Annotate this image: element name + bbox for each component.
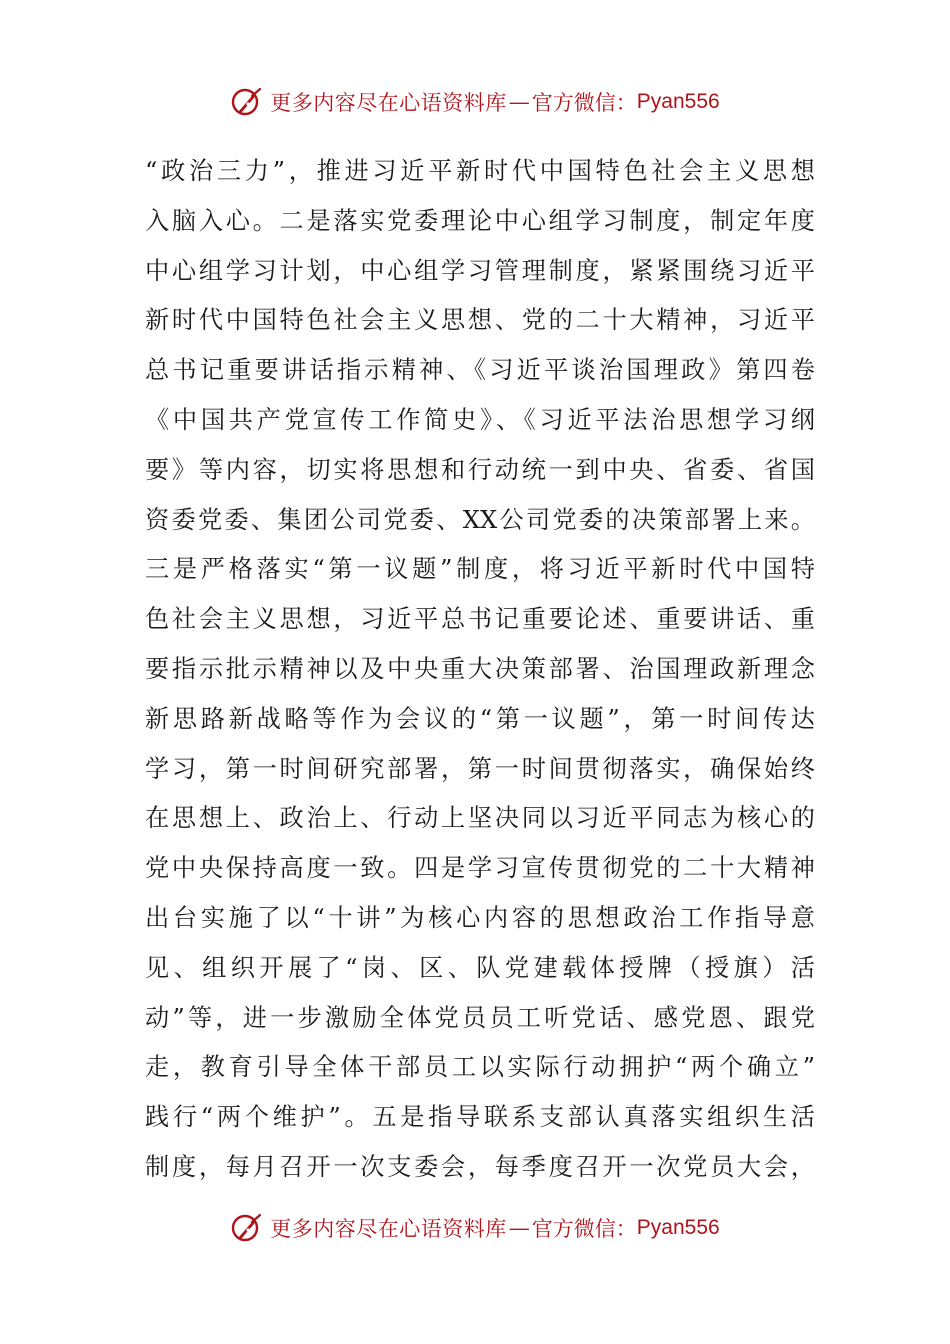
body-line: 中心组学习计划，中心组学习管理制度，紧紧围绕习近平 xyxy=(145,256,815,285)
pen-nib-logo-icon xyxy=(230,84,266,120)
banner-wechat-label: 官方微信： xyxy=(531,1217,637,1241)
body-line: 动”等，进一步激励全体党员员工听党话、感党恩、跟党 xyxy=(145,1003,815,1032)
body-line: 学习，第一时间研究部署，第一时间贯彻落实，确保始终 xyxy=(145,754,815,783)
banner-wechat-label: 官方微信： xyxy=(531,91,637,115)
banner-wechat-id: Pyan556 xyxy=(636,1216,720,1239)
body-line: 新时代中国特色社会主义思想、党的二十大精神，习近平 xyxy=(145,306,815,335)
body-line: 要》等内容，切实将思想和行动统一到中央、省委、省国 xyxy=(145,455,815,484)
header-banner xyxy=(0,82,950,122)
banner-wechat-id: Pyan556 xyxy=(636,90,720,113)
banner-site-name: 更多内容尽在心语资料库 xyxy=(270,1217,507,1241)
pen-nib-logo-icon xyxy=(230,1210,266,1246)
banner-separator: — xyxy=(508,1216,530,1240)
document-body xyxy=(145,147,815,1193)
body-line: 走，教育引导全体干部员工以实际行动拥护“两个确立” xyxy=(145,1053,815,1082)
body-line: 在思想上、政治上、行动上坚决同以习近平同志为核心的 xyxy=(145,804,815,833)
body-line: 新思路新战略等作为会议的“第一议题”，第一时间传达 xyxy=(145,704,815,733)
body-line: 三是严格落实“第一议题”制度，将习近平新时代中国特 xyxy=(145,555,815,584)
banner-separator: — xyxy=(508,90,530,114)
body-line: 践行“两个维护”。五是指导联系支部认真落实组织生活 xyxy=(145,1103,815,1132)
footer-banner xyxy=(0,1208,950,1248)
body-line: 要指示批示精神以及中央重大决策部署、治国理政新理念 xyxy=(145,654,815,683)
body-line: 出台实施了以“十讲”为核心内容的思想政治工作指导意 xyxy=(145,903,815,932)
body-line: 资委党委、集团公司党委、XX公司党委的决策部署上来。 xyxy=(145,505,815,534)
banner-site-name: 更多内容尽在心语资料库 xyxy=(270,91,507,115)
body-line: 党中央保持高度一致。四是学习宣传贯彻党的二十大精神 xyxy=(145,854,815,883)
body-line: 总书记重要讲话指示精神、《习近平谈治国理政》第四卷 xyxy=(145,356,815,385)
body-line: “政治三力”，推进习近平新时代中国特色社会主义思想 xyxy=(145,157,815,185)
body-line: 见、组织开展了“岗、区、队党建载体授牌（授旗）活 xyxy=(145,953,815,982)
body-line: 制度，每月召开一次支委会，每季度召开一次党员大会， xyxy=(145,1152,815,1181)
body-line: 入脑入心。二是落实党委理论中心组学习制度，制定年度 xyxy=(145,206,815,235)
body-line: 《中国共产党宣传工作简史》、《习近平法治思想学习纲 xyxy=(145,405,815,434)
body-line: 色社会主义思想，习近平总书记重要论述、重要讲话、重 xyxy=(145,605,815,634)
